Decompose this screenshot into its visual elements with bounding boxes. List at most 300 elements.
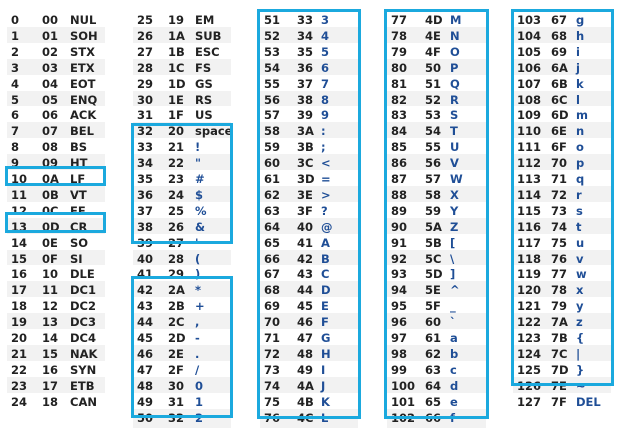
hex-cell: 63 <box>425 362 442 377</box>
hex-cell: 67 <box>551 13 568 27</box>
decimal-cell: 65 <box>264 235 281 250</box>
hex-cell: 22 <box>168 156 185 171</box>
hex-cell: 7B <box>551 331 568 345</box>
char-cell: U <box>450 140 460 155</box>
decimal-cell: 23 <box>11 378 28 393</box>
char-cell: w <box>576 267 587 282</box>
hex-cell: 35 <box>297 44 314 59</box>
decimal-cell: 48 <box>137 378 154 393</box>
decimal-cell: 60 <box>264 156 281 171</box>
char-cell: j <box>576 60 580 75</box>
hex-cell: 32 <box>168 410 185 425</box>
decimal-cell: 15 <box>11 251 28 266</box>
hex-cell: 71 <box>551 172 568 186</box>
hex-cell: 62 <box>425 346 442 361</box>
hex-cell: 53 <box>425 108 442 123</box>
hex-cell: 5D <box>425 267 443 282</box>
hex-cell: 44 <box>297 283 314 298</box>
hex-cell: 47 <box>297 331 314 345</box>
char-cell: ETX <box>70 60 95 75</box>
decimal-cell: 56 <box>264 92 281 107</box>
char-cell: ACK <box>70 108 97 123</box>
hex-cell: 2E <box>168 346 184 361</box>
hex-cell: 3D <box>297 172 315 186</box>
char-cell: CAN <box>70 394 97 409</box>
char-cell: 0 <box>195 378 204 393</box>
char-cell: B <box>321 251 330 266</box>
char-cell: M <box>450 13 462 27</box>
hex-cell: 68 <box>551 28 568 43</box>
decimal-cell: 113 <box>517 172 542 186</box>
hex-cell: 09 <box>42 156 59 171</box>
decimal-cell: 49 <box>137 394 154 409</box>
decimal-cell: 70 <box>264 315 281 330</box>
decimal-cell: 18 <box>11 299 28 314</box>
hex-cell: 49 <box>297 362 314 377</box>
char-cell: space <box>195 124 233 139</box>
hex-cell: 72 <box>551 187 568 202</box>
hex-cell: 00 <box>42 13 59 27</box>
decimal-cell: 67 <box>264 267 281 282</box>
decimal-cell: 24 <box>11 394 28 409</box>
char-cell: c <box>450 362 457 377</box>
char-cell: DC3 <box>70 315 96 330</box>
decimal-cell: 99 <box>391 362 408 377</box>
char-cell: Y <box>450 203 459 218</box>
hex-cell: 37 <box>297 76 314 91</box>
decimal-cell: 45 <box>137 331 154 345</box>
hex-cell: 25 <box>168 203 185 218</box>
char-cell: p <box>576 156 585 171</box>
hex-cell: 5B <box>425 235 442 250</box>
decimal-cell: 47 <box>137 362 154 377</box>
decimal-cell: 84 <box>391 124 408 139</box>
hex-cell: 1B <box>168 44 185 59</box>
hex-cell: 1D <box>168 76 186 91</box>
table-row <box>513 393 611 412</box>
char-cell: { <box>576 331 585 345</box>
char-cell: f <box>450 410 456 425</box>
decimal-cell: 37 <box>137 203 154 218</box>
hex-cell: 6A <box>551 60 568 75</box>
decimal-cell: 112 <box>517 156 542 171</box>
hex-cell: 3E <box>297 187 313 202</box>
decimal-cell: 11 <box>11 187 28 202</box>
hex-cell: 2C <box>168 315 185 330</box>
hex-cell: 64 <box>425 378 442 393</box>
char-cell: ETB <box>70 378 95 393</box>
hex-cell: 01 <box>42 28 59 43</box>
char-cell: b <box>450 346 459 361</box>
decimal-cell: 36 <box>137 187 154 202</box>
char-cell: 3 <box>321 13 330 27</box>
char-cell: ) <box>195 267 201 282</box>
char-cell: S <box>450 108 459 123</box>
decimal-cell: 86 <box>391 156 408 171</box>
decimal-cell: 5 <box>11 92 20 107</box>
char-cell: } <box>576 362 585 377</box>
hex-cell: 12 <box>42 299 59 314</box>
decimal-cell: 108 <box>517 92 542 107</box>
hex-cell: 56 <box>425 156 442 171</box>
char-cell: E <box>321 299 329 314</box>
decimal-cell: 31 <box>137 108 154 123</box>
decimal-cell: 19 <box>11 315 28 330</box>
decimal-cell: 71 <box>264 331 281 345</box>
char-cell: g <box>576 13 585 27</box>
char-cell: m <box>576 108 588 123</box>
hex-cell: 19 <box>168 13 185 27</box>
hex-cell: 2B <box>168 299 185 314</box>
hex-cell: 1E <box>168 92 184 107</box>
decimal-cell: 3 <box>11 60 20 75</box>
decimal-cell: 52 <box>264 28 281 43</box>
decimal-cell: 29 <box>137 76 154 91</box>
char-cell: LF <box>70 172 86 186</box>
char-cell: GS <box>195 76 213 91</box>
char-cell: DLE <box>70 267 95 282</box>
decimal-cell: 35 <box>137 172 154 186</box>
char-cell: Z <box>450 219 459 234</box>
hex-cell: 05 <box>42 92 59 107</box>
hex-cell: 14 <box>42 331 59 345</box>
char-cell: 7 <box>321 76 330 91</box>
char-cell: L <box>321 410 329 425</box>
decimal-cell: 57 <box>264 108 281 123</box>
char-cell: 8 <box>321 92 330 107</box>
decimal-cell: 127 <box>517 394 542 409</box>
char-cell: SYN <box>70 362 97 377</box>
decimal-cell: 98 <box>391 346 408 361</box>
decimal-cell: 7 <box>11 124 20 139</box>
hex-cell: 79 <box>551 299 568 314</box>
hex-cell: 7A <box>551 315 568 330</box>
hex-cell: 7D <box>551 362 569 377</box>
char-cell: z <box>576 315 583 330</box>
decimal-cell: 101 <box>391 394 416 409</box>
decimal-cell: 22 <box>11 362 28 377</box>
char-cell: l <box>576 92 580 107</box>
hex-cell: 6F <box>551 140 567 155</box>
decimal-cell: 90 <box>391 219 408 234</box>
decimal-cell: 20 <box>11 331 28 345</box>
char-cell: 4 <box>321 28 330 43</box>
char-cell: k <box>576 76 584 91</box>
decimal-cell: 123 <box>517 331 542 345</box>
decimal-cell: 64 <box>264 219 281 234</box>
char-cell: _ <box>450 299 456 314</box>
decimal-cell: 91 <box>391 235 408 250</box>
hex-cell: 4B <box>297 394 314 409</box>
decimal-cell: 105 <box>517 44 542 59</box>
hex-cell: 0F <box>42 251 58 266</box>
decimal-cell: 80 <box>391 60 408 75</box>
hex-cell: 60 <box>425 315 442 330</box>
hex-cell: 3A <box>297 124 314 139</box>
char-cell: T <box>450 124 458 139</box>
decimal-cell: 89 <box>391 203 408 218</box>
char-cell: \ <box>450 251 455 266</box>
decimal-cell: 12 <box>11 203 28 218</box>
decimal-cell: 114 <box>517 187 542 202</box>
decimal-cell: 42 <box>137 283 154 298</box>
hex-cell: 26 <box>168 219 185 234</box>
decimal-cell: 96 <box>391 315 408 330</box>
hex-cell: 5F <box>425 299 441 314</box>
decimal-cell: 125 <box>517 362 542 377</box>
char-cell: SO <box>70 235 89 250</box>
decimal-cell: 26 <box>137 28 154 43</box>
hex-cell: 18 <box>42 394 59 409</box>
hex-cell: 51 <box>425 76 442 91</box>
decimal-cell: 111 <box>517 140 542 155</box>
hex-cell: 2D <box>168 331 186 345</box>
hex-cell: 16 <box>42 362 59 377</box>
char-cell: ESC <box>195 44 220 59</box>
char-cell: : <box>321 124 326 139</box>
decimal-cell: 82 <box>391 92 408 107</box>
char-cell: FF <box>70 203 86 218</box>
hex-cell: 0D <box>42 219 60 234</box>
decimal-cell: 16 <box>11 267 28 282</box>
char-cell: DC2 <box>70 299 96 314</box>
char-cell: ^ <box>450 283 460 298</box>
char-cell: CR <box>70 219 88 234</box>
decimal-cell: 9 <box>11 156 20 171</box>
decimal-cell: 116 <box>517 219 542 234</box>
char-cell: BEL <box>70 124 94 139</box>
char-cell: 6 <box>321 60 330 75</box>
decimal-cell: 117 <box>517 235 542 250</box>
char-cell: R <box>450 92 459 107</box>
hex-cell: 61 <box>425 331 442 345</box>
hex-cell: 5A <box>425 219 442 234</box>
char-cell: h <box>576 28 585 43</box>
decimal-cell: 38 <box>137 219 154 234</box>
hex-cell: 3B <box>297 140 314 155</box>
char-cell: i <box>576 44 580 59</box>
decimal-cell: 121 <box>517 299 542 314</box>
hex-cell: 13 <box>42 315 59 330</box>
hex-cell: 02 <box>42 44 59 59</box>
char-cell: / <box>195 362 200 377</box>
decimal-cell: 55 <box>264 76 281 91</box>
char-cell: @ <box>321 219 333 234</box>
char-cell: ( <box>195 251 201 266</box>
char-cell: X <box>450 187 459 202</box>
decimal-cell: 83 <box>391 108 408 123</box>
decimal-cell: 68 <box>264 283 281 298</box>
hex-cell: 24 <box>168 187 185 202</box>
hex-cell: 1C <box>168 60 185 75</box>
hex-cell: 4D <box>425 13 443 27</box>
char-cell: + <box>195 299 205 314</box>
hex-cell: 65 <box>425 394 442 409</box>
hex-cell: 27 <box>168 235 185 250</box>
char-cell: ` <box>450 315 456 330</box>
hex-cell: 40 <box>297 219 314 234</box>
char-cell: O <box>450 44 460 59</box>
decimal-cell: 94 <box>391 283 408 298</box>
hex-cell: 4C <box>297 410 314 425</box>
char-cell: EOT <box>70 76 96 91</box>
hex-cell: 15 <box>42 346 59 361</box>
char-cell: C <box>321 267 330 282</box>
char-cell: DEL <box>576 394 601 409</box>
char-cell: y <box>576 299 584 314</box>
char-cell: ' <box>195 235 199 250</box>
decimal-cell: 33 <box>137 140 154 155</box>
decimal-cell: 0 <box>11 13 20 27</box>
char-cell: ; <box>321 140 326 155</box>
char-cell: HT <box>70 156 88 171</box>
hex-cell: 74 <box>551 219 568 234</box>
decimal-cell: 120 <box>517 283 542 298</box>
char-cell: A <box>321 235 330 250</box>
char-cell: N <box>450 28 460 43</box>
decimal-cell: 62 <box>264 187 281 202</box>
decimal-cell: 34 <box>137 156 154 171</box>
hex-cell: 20 <box>168 124 185 139</box>
char-cell: ! <box>195 140 201 155</box>
hex-cell: 7F <box>551 394 567 409</box>
hex-cell: 6B <box>551 76 568 91</box>
hex-cell: 6D <box>551 108 569 123</box>
char-cell: I <box>321 362 326 377</box>
hex-cell: 5E <box>425 283 441 298</box>
hex-cell: 21 <box>168 140 185 155</box>
hex-cell: 1F <box>168 108 184 123</box>
hex-cell: 4F <box>425 44 441 59</box>
char-cell: D <box>321 283 331 298</box>
hex-cell: 0C <box>42 203 59 218</box>
decimal-cell: 8 <box>11 140 20 155</box>
hex-cell: 75 <box>551 235 568 250</box>
decimal-cell: 122 <box>517 315 542 330</box>
decimal-cell: 72 <box>264 346 281 361</box>
decimal-cell: 59 <box>264 140 281 155</box>
char-cell: H <box>321 346 331 361</box>
char-cell: K <box>321 394 330 409</box>
decimal-cell: 14 <box>11 235 28 250</box>
char-cell: , <box>195 315 200 330</box>
hex-cell: 57 <box>425 172 442 186</box>
char-cell: G <box>321 331 331 345</box>
char-cell: s <box>576 203 583 218</box>
decimal-cell: 6 <box>11 108 20 123</box>
hex-cell: 17 <box>42 378 59 393</box>
decimal-cell: 41 <box>137 267 154 282</box>
decimal-cell: 103 <box>517 13 542 27</box>
decimal-cell: 76 <box>264 410 281 425</box>
hex-cell: 6C <box>551 92 568 107</box>
char-cell: | <box>576 346 581 361</box>
char-cell: v <box>576 251 584 266</box>
char-cell: $ <box>195 187 204 202</box>
decimal-cell: 126 <box>517 378 542 393</box>
decimal-cell: 115 <box>517 203 542 218</box>
char-cell: 5 <box>321 44 330 59</box>
hex-cell: 06 <box>42 108 59 123</box>
decimal-cell: 30 <box>137 92 154 107</box>
hex-cell: 54 <box>425 124 442 139</box>
decimal-cell: 93 <box>391 267 408 282</box>
decimal-cell: 107 <box>517 76 542 91</box>
decimal-cell: 100 <box>391 378 416 393</box>
decimal-cell: 102 <box>391 410 416 425</box>
hex-cell: 1A <box>168 28 185 43</box>
char-cell: 9 <box>321 108 330 123</box>
char-cell: P <box>450 60 459 75</box>
decimal-cell: 2 <box>11 44 20 59</box>
hex-cell: 55 <box>425 140 442 155</box>
char-cell: * <box>195 283 202 298</box>
char-cell: " <box>195 156 201 171</box>
char-cell: ~ <box>576 378 586 393</box>
decimal-cell: 81 <box>391 76 408 91</box>
decimal-cell: 44 <box>137 315 154 330</box>
hex-cell: 58 <box>425 187 442 202</box>
char-cell: # <box>195 172 205 186</box>
char-cell: n <box>576 124 585 139</box>
decimal-cell: 75 <box>264 394 281 409</box>
hex-cell: 23 <box>168 172 185 186</box>
char-cell: ] <box>450 267 456 282</box>
decimal-cell: 13 <box>11 219 28 234</box>
hex-cell: 03 <box>42 60 59 75</box>
char-cell: NAK <box>70 346 98 361</box>
table-row <box>133 409 231 428</box>
decimal-cell: 27 <box>137 44 154 59</box>
decimal-cell: 51 <box>264 13 281 27</box>
decimal-cell: 124 <box>517 346 542 361</box>
char-cell: NUL <box>70 13 97 27</box>
hex-cell: 76 <box>551 251 568 266</box>
char-cell: = <box>321 172 331 186</box>
hex-cell: 29 <box>168 267 185 282</box>
hex-cell: 39 <box>297 108 314 123</box>
decimal-cell: 40 <box>137 251 154 266</box>
hex-cell: 36 <box>297 60 314 75</box>
decimal-cell: 50 <box>137 410 154 425</box>
hex-cell: 4A <box>297 378 314 393</box>
hex-cell: 48 <box>297 346 314 361</box>
char-cell: DC1 <box>70 283 96 298</box>
char-cell: SUB <box>195 28 222 43</box>
char-cell: STX <box>70 44 95 59</box>
decimal-cell: 73 <box>264 362 281 377</box>
char-cell: e <box>450 394 458 409</box>
char-cell: 1 <box>195 394 204 409</box>
table-row <box>260 409 358 428</box>
hex-cell: 31 <box>168 394 185 409</box>
decimal-cell: 43 <box>137 299 154 314</box>
decimal-cell: 92 <box>391 251 408 266</box>
char-cell: t <box>576 219 582 234</box>
hex-cell: 38 <box>297 92 314 107</box>
hex-cell: 28 <box>168 251 185 266</box>
hex-cell: 4E <box>425 28 441 43</box>
char-cell: EM <box>195 13 215 27</box>
hex-cell: 07 <box>42 124 59 139</box>
decimal-cell: 21 <box>11 346 28 361</box>
hex-cell: 52 <box>425 92 442 107</box>
char-cell: ? <box>321 203 328 218</box>
char-cell: Q <box>450 76 460 91</box>
char-cell: US <box>195 108 213 123</box>
decimal-cell: 66 <box>264 251 281 266</box>
decimal-cell: 28 <box>137 60 154 75</box>
